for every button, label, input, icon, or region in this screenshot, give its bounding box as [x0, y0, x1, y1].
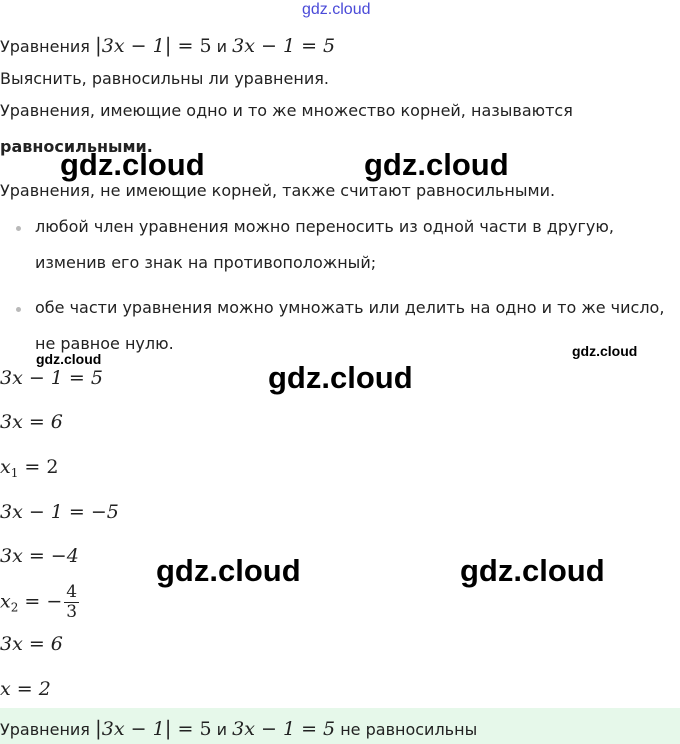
bullet-1-line-1: любой член уравнения можно переносить из одной части в другую,	[35, 217, 614, 236]
conjunction: и	[216, 37, 228, 56]
note-text: Уравнения, не имеющие корней, также считают равносильными.	[0, 181, 556, 200]
bullet-dot	[16, 226, 21, 231]
step-6: $x_2$ = − $\frac{4}{3}$	[0, 582, 78, 622]
watermark-top: gdz.cloud	[302, 1, 371, 18]
step-1: 3x − 1 = 5	[0, 367, 103, 389]
fraction: $\frac{4}{3}$	[66, 582, 78, 622]
equation-1: |3x − 1| = 5	[95, 33, 212, 57]
step-3: $x_1 = 2$	[0, 456, 59, 480]
step-2: 3x = 6	[0, 411, 63, 433]
watermark: gdz.cloud	[572, 343, 638, 359]
definition-term: равносильными.	[0, 137, 153, 156]
task-text: Выяснить, равносильны ли уравнения.	[0, 69, 329, 88]
watermark: gdz.cloud	[156, 553, 301, 588]
bullet-2-line-1: обе части уравнения можно умножать или делить на одно и то же число,	[35, 298, 665, 317]
equation-2: 3x − 1 = 5	[232, 35, 336, 57]
step-5: 3x = −4	[0, 545, 79, 567]
watermark: gdz.cloud	[364, 147, 509, 182]
definition-text: Уравнения, имеющие одно и то же множество корней, называются	[0, 101, 573, 120]
watermark: gdz.cloud	[460, 553, 605, 588]
step-7: 3x = 6	[0, 633, 63, 655]
step-8: x = 2	[0, 678, 51, 700]
problem-statement	[0, 33, 335, 57]
bullet-dot	[16, 307, 21, 312]
watermark: gdz.cloud	[36, 351, 102, 367]
answer-box	[0, 708, 680, 744]
bullet-2-line-2: не равное нулю.	[35, 334, 174, 353]
watermark: gdz.cloud	[60, 147, 205, 182]
answer-text: Уравнения |3x − 1| = 5 и 3x − 1 = 5 не равносильны	[0, 716, 478, 740]
step-4: 3x − 1 = −5	[0, 501, 119, 523]
watermark: gdz.cloud	[268, 360, 413, 395]
bullet-1-line-2: изменив его знак на противоположный;	[35, 253, 377, 272]
problem-prefix: Уравнения	[0, 37, 90, 56]
